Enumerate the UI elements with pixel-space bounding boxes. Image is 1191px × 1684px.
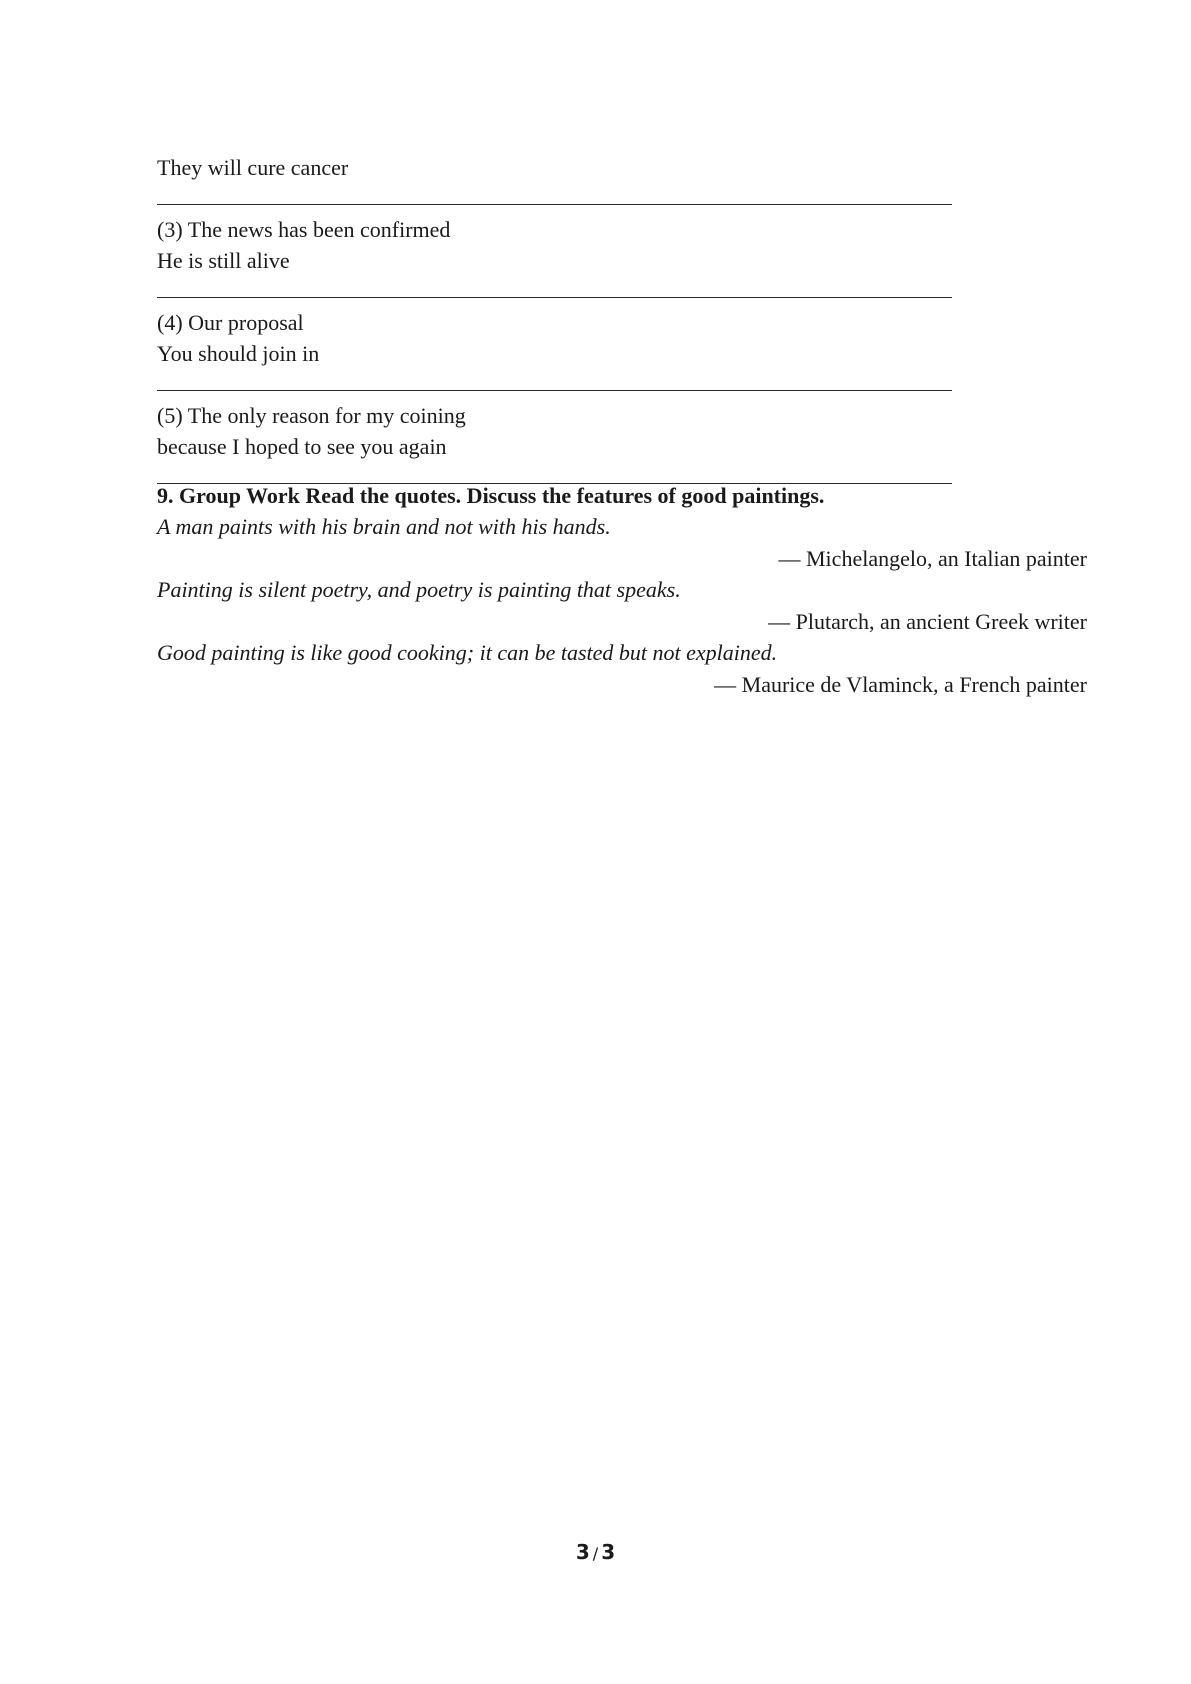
- exercise-line: (4) Our proposal: [157, 309, 304, 335]
- exercise-line: (5) The only reason for my coining: [157, 402, 466, 428]
- quote-attribution: — Maurice de Vlaminck, a French painter: [714, 671, 1087, 697]
- exercise-item: [157, 152, 1087, 184]
- exercise-item: [157, 307, 1087, 370]
- exercise-line: because I hoped to see you again: [157, 434, 447, 459]
- quote-text: Painting is silent poetry, and poetry is painting that speaks.: [157, 577, 681, 602]
- exercise-line: You should join in: [157, 341, 320, 366]
- page-number-current: 3: [575, 1540, 590, 1564]
- answer-line: [157, 297, 952, 298]
- exercise-line: He is still alive: [157, 248, 290, 273]
- answer-line: [157, 390, 952, 391]
- quote-text: Good painting is like good cooking; it can be tasted but not explained.: [157, 640, 778, 665]
- document-content: [157, 152, 1087, 700]
- exercise-line: (3) The news has been confirmed: [157, 216, 451, 242]
- group-work-section: [157, 480, 1087, 701]
- exercise-item: [157, 400, 1087, 463]
- quote-text: A man paints with his brain and not with his hands.: [157, 514, 611, 539]
- exercise-line: They will cure cancer: [157, 155, 349, 180]
- answer-line: [157, 204, 952, 205]
- exercise-item: [157, 214, 1087, 277]
- quote-attribution: — Michelangelo, an Italian painter: [778, 545, 1087, 571]
- section-heading: 9. Group Work Read the quotes. Discuss the features of good paintings.: [157, 482, 825, 508]
- page-number: [0, 1540, 1191, 1564]
- page-number-total: 3: [601, 1540, 616, 1564]
- page-number-separator: /: [592, 1544, 599, 1563]
- quote-attribution: — Plutarch, an ancient Greek writer: [768, 608, 1087, 634]
